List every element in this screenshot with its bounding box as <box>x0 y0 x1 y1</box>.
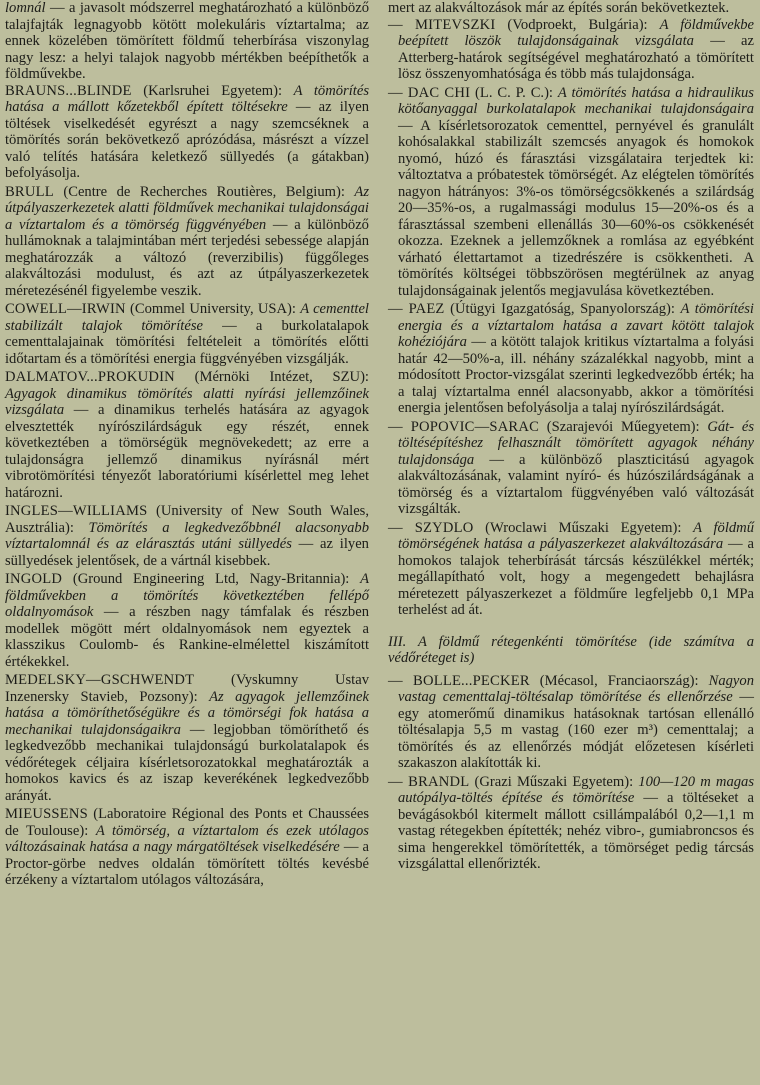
bibliography-entry <box>388 419 754 518</box>
entry-summary: — a különböző hullámoknak a talajmintában mért terjedési sebessége alapján meghatározzák a változó (reverzibilis) függőleges alakváltozási modulust, és azt az útpályaszerkezetek méretezésénél figyelembe veszik. <box>5 216 369 299</box>
entry-authors: COWELL—IRWIN <box>5 301 126 317</box>
bibliography-entry <box>388 520 754 619</box>
right-column <box>388 0 754 875</box>
entry-affiliation: (Grazi Műszaki Egyetem): <box>469 773 639 790</box>
entry-authors: — BOLLE...PECKER <box>388 672 530 689</box>
section-heading: III. A földmű rétegenkénti tömörítése (ide számítva a védőréteget is) <box>388 633 754 666</box>
entry-summary: — a részben nagy támfalak és részben modellek mögött mért oldalnyomások nem egyeztek a klasszikus Coulomb- és Rankine-elmélettel kiszámított értékekkel. <box>5 604 369 670</box>
entry-authors: INGLES—WILLIAMS <box>5 503 148 519</box>
bibliography-entry <box>5 369 369 501</box>
bibliography-entry <box>5 184 369 300</box>
entry-summary: — a dinamikus terhelés hatására az agyagok elvesztették nyírószilárdságuk egy részét, ennek következtében a tömörségük megnövekedett; az erre a tulajdonságra jellemző dinamikus nyírásnál mért vibrotömörítési tényezőt laboratóriumi kísérlettel meg lehet határozni. <box>5 402 369 501</box>
entry-authors: — PAEZ <box>388 301 445 317</box>
entry-title: Tömörítés a legkedvezőbbnél alacsonyabb víztartalomnál és az elárasztás utáni süllyedés <box>5 519 369 552</box>
entry-affiliation: (Commel University, USA): <box>125 301 301 317</box>
entry-title: A tömörítési energia és a víztartalom hatása a zavart kötött talajok kohéziójára <box>398 301 754 350</box>
entry-affiliation: (Mérnöki Intézet, SZU): <box>174 369 369 385</box>
right-entry-list-a <box>388 17 754 619</box>
bibliography-entry <box>5 503 369 569</box>
entry-title: A földművekben a tömörítés következtében fellépő oldalnyomások <box>5 571 369 620</box>
continuation-title: lomnál <box>5 0 46 16</box>
entry-summary: — a kötött talajok kritikus víztartalma a folyási határ 42—50%-a, ill. néhány százalékkal nagyobb, mint a módosított Proctor-vizsgálat szerinti legkedvezőbb érték; ha a talaj víztartalma ennél alacsonyabb, akkor a tömörítési energia jelentősen befolyásolja a talaj nyírószilárdságát. <box>398 334 754 416</box>
entry-title: A földművekbe beépített löszök tulajdonságainak vizsgálata <box>398 16 754 49</box>
entry-title: A földmű tömörségének hatása a pályaszerkezet alakváltozására <box>398 519 755 552</box>
entry-affiliation: (Vyskumny Ustav Inzenersky Stavieb, Pozsony): <box>5 672 369 705</box>
right-continuation-text: mert az alakváltozások már az építés során bekövetkeztek. <box>388 0 730 16</box>
entry-title: Agyagok dinamikus tömörítés alatti nyírási jellemzőinek vizsgálata <box>5 385 369 418</box>
entry-title: A tömörítés hatása a hidraulikus kötőanyaggal burkolatalapok mechanikai tulajdonságaira <box>398 84 754 117</box>
entry-summary: — A kísérletsorozatok cementtel, pernyével és granulált kohósalakkal stabilizált szemcsés anyagok és homokok nyomó, húzó és fárasztási vizsgálataira terjedtek ki: változtatva a próbatestek tömörségét. Az elégtelen tömörítés nagyon hátrányos: 3%-os tömörségcsökkenés a szilárdság 20—35%-os, a rugalmassági modulus 15—20%-os és a fárasztással szembeni ellenállás 30—60%-os csökkenését okozza. Ezeknek a jellemzőknek a romlása az egyébként várható élettartamot a tizedrészére is csökkentheti. A tömörítés költségei többszörösen megtérülnek az anyag tulajdonságainak jelentős megjavulása következtében. <box>398 117 754 299</box>
continuation-paragraph <box>5 0 369 83</box>
bibliography-entry <box>388 301 754 417</box>
entry-authors: — BRANDL <box>388 773 470 790</box>
entry-affiliation: (University of New South Wales, Ausztrália): <box>5 503 369 536</box>
entry-authors: — MITEVSZKI <box>388 16 496 33</box>
entry-authors: DALMATOV...PROKUDIN <box>5 369 175 385</box>
entry-summary: — a töltéseket a bevágásokból kitermelt mállott csillámpalából 0,2—1,1 m vastag rétegekben építették; nehéz vibro-, gumiabroncsos és sima hengerekkel tömörítették, a tömörséget pedig tárcsás vizsgálattal ellenőrizték. <box>398 790 754 872</box>
entry-affiliation: (Ground Engineering Ltd, Nagy-Britannia): <box>62 571 361 587</box>
entry-summary: — legjobban tömöríthető és legkedvezőbb mechanikai tulajdonságú burkolatalapok és védőrétegek céljaira kísérletsorozatokkal meghatározták a homokos kavics és az iszap keverékének legkedvezőbb arányát. <box>5 721 369 804</box>
entry-affiliation: (Útügyi Igazgatóság, Spanyolország): <box>444 301 681 317</box>
entry-title: Az agyagok jellemzőinek hatása a tömöríthetőségükre és a tömörségi fok hatása a mechanikai tulajdonságaikra <box>5 688 369 738</box>
right-continuation-paragraph <box>388 0 754 17</box>
entry-title: A cementtel stabilizált talajok tömörítése <box>5 301 369 334</box>
bibliography-entry <box>388 17 754 83</box>
entry-summary: — a Proctor-görbe nedves oldalán tömörített töltés kevésbé érzékeny a víztartalom utólagos változására, <box>5 839 369 888</box>
entry-affiliation: (Vodproekt, Bulgária): <box>495 16 660 33</box>
left-entry-list <box>5 83 369 889</box>
bibliography-entry <box>5 806 369 889</box>
bibliography-entry <box>388 673 754 772</box>
entry-affiliation: (L. C. P. C.): <box>470 84 558 101</box>
bibliography-entry <box>5 672 369 804</box>
right-entry-list-b <box>388 673 754 873</box>
entry-affiliation: (Laboratoire Régional des Ponts et Chaussées de Toulouse): <box>5 806 369 839</box>
entry-authors: — DAC CHI <box>388 84 471 101</box>
entry-summary: — az ilyen töltések viselkedését egyrészt a nagy szemcséknek a tömörítés során bekövetkező aprózódása, másrészt a vízzel való telítés hatására keletkező süllyedés (a gátakban) befolyásolja. <box>5 99 369 181</box>
left-column <box>5 0 369 891</box>
entry-summary: — a különböző plaszticitású agyagok alakváltozásának, valamint nyíró- és húzószilárdságának a tömörség és a víztartalom függvényében való változását vizsgálták. <box>398 451 754 517</box>
entry-summary: — a homokos talajok teherbírását tárcsás készülékkel mérték; megállapítható volt, hogy a megengedett behajlásra méretezett pályaszerkezet a földműre legfeljebb 0,1 MPa terhelést ad át. <box>398 536 754 618</box>
entry-affiliation: (Wroclawi Műszaki Egyetem): <box>473 519 694 536</box>
entry-title: Gát- és töltésépítéshez felhasznált tömörített agyagok néhány tulajdonsága <box>398 418 754 468</box>
bibliography-entry <box>388 774 754 873</box>
entry-summary: — egy atomerőmű dinamikus hatásoknak tartósan ellenálló töltésalapja 5,5 m vastag (160 ezer m³) cementtalaj; a tömörítés és az ellenőrzés módját előzetesen kísérleti szakaszon alakították ki. <box>398 689 754 771</box>
entry-authors: MEDELSKY—GSCHWENDT <box>5 672 195 688</box>
entry-authors: INGOLD <box>5 571 63 587</box>
bibliography-entry <box>5 83 369 182</box>
continuation-text: — a javasolt módszerrel meghatározható a különböző talajfajták legnagyobb kötött molekuláris víztartalma; az ennek közelében tömörített földmű teherbírása viszonylag nagy lesz: a helyi talajok nagyobb mértékben beépíthetők a földművekbe. <box>5 0 369 82</box>
entry-title: 100—120 m magas autópálya-töltés építése és tömörítése <box>398 773 755 806</box>
entry-title: Nagyon vastag cementtalaj-töltésalap tömörítése és ellenőrzése <box>398 672 755 705</box>
entry-affiliation: (Karlsruhei Egyetem): <box>131 82 294 99</box>
entry-authors: MIEUSSENS <box>5 806 88 822</box>
entry-affiliation: (Centre de Recherches Routières, Belgium): <box>53 183 355 200</box>
entry-title: A tömörség, a víztartalom és ezek utólagos változásainak hatása a nagy márgatöltések viselkedésére <box>5 822 369 855</box>
bibliography-entry <box>5 301 369 367</box>
entry-title: A tömörítés hatása a mállott kőzetekből épített töltésekre <box>5 82 370 115</box>
entry-summary: — az Atterberg-határok segítségével meghatározható a tömörített lösz összenyomhatósága és több más tulajdonsága. <box>398 33 754 82</box>
entry-authors: — POPOVIC—SARAC <box>388 418 540 435</box>
entry-authors: BRAUNS...BLINDE <box>5 82 132 99</box>
entry-authors: — SZYDLO <box>388 519 474 536</box>
entry-summary: — a burkolatalapok cementtalajainak tömörítési feltételeit a tömörítés előtti időtartam és a tömörítési energia függvényében vizsgálják. <box>5 317 369 367</box>
entry-title: Az útpályaszerkezetek alatti földművek mechanikai tulajdonságai a víztartalom és a tömörség függvényében <box>5 183 369 233</box>
entry-affiliation: (Mécasol, Franciaország): <box>529 672 709 689</box>
bibliography-entry <box>5 571 369 670</box>
entry-affiliation: (Szarajevói Műegyetem): <box>539 418 708 435</box>
entry-summary: — az ilyen süllyedések jelentősek, de a vártnál kisebbek. <box>5 536 369 569</box>
entry-authors: BRULL <box>5 183 54 200</box>
bibliography-entry <box>388 85 754 300</box>
